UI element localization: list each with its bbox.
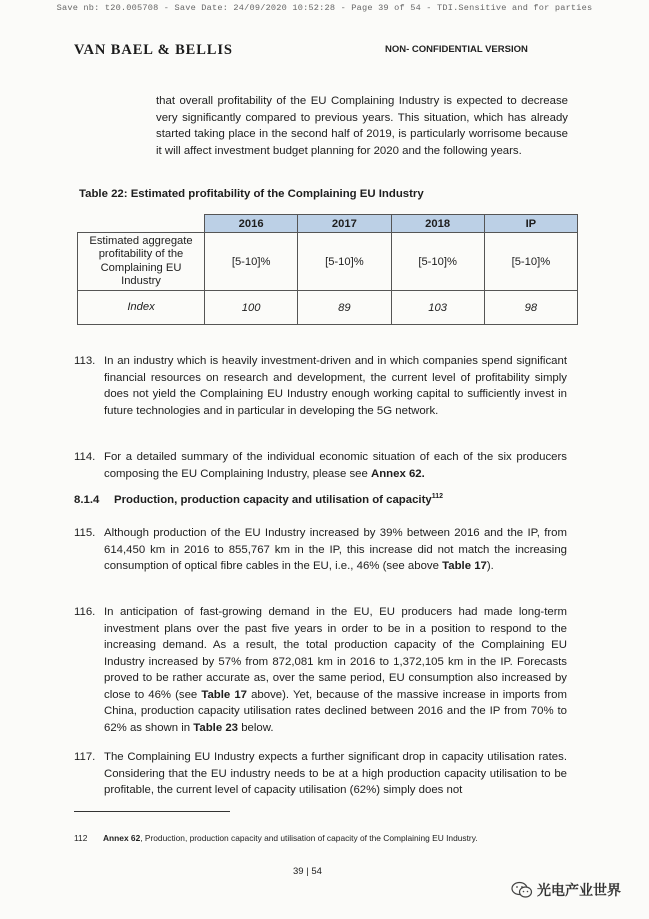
paragraph-115 [74, 525, 567, 575]
footnote-divider [74, 811, 230, 812]
column-header: IP [484, 215, 577, 233]
intro-paragraph: that overall profitability of the EU Complaining Industry is expected to decrease very significantly compared to previous years. This situation, which has already started taking place in the second half of 2019, is particularly worrisome because it will affect investment budget planning for 2020 and the following years. [156, 95, 568, 157]
paragraph-117 [74, 749, 567, 799]
table-cell: 103 [391, 291, 484, 325]
table-row [78, 291, 578, 325]
paragraph-114 [74, 449, 567, 482]
profitability-table [77, 214, 578, 325]
table-cell: [5-10]% [298, 233, 391, 291]
table-cell: 89 [298, 291, 391, 325]
table-reference: Table 17 [201, 688, 248, 701]
paragraph-113 [74, 353, 567, 419]
paragraph-number: 115. [74, 527, 96, 539]
paragraph-text: In anticipation of fast-growing demand in the EU, EU producers had made long-term investment plans over the past five years in order to be in a position to respond to the increasing demand. As a result, the total production capacity of the Complaining EU Industry increased by 57% from 872,081 km in 2016 to 1,372,105 km in the IP. Forecasts proved to be rather accurate as, over the same period, EU consumption also increased by close to 46% (see Table 17 above). Yet, because of the massive increase in imports from China, production capacity utilisation rates declined between 2016 and the IP from 70% to 62% as shown in Table 23 below. [104, 606, 567, 734]
table-cell: [5-10]% [391, 233, 484, 291]
row-label: Estimated aggregate profitability of the Complaining EU Industry [78, 233, 205, 291]
save-watermark: Save nb: t20.005708 - Save Date: 24/09/2020 10:52:28 - Page 39 of 54 - TDI.Sensitive and for parties [56, 3, 593, 13]
paragraph-number: 113. [74, 355, 96, 367]
page-number: 39 | 54 [293, 866, 322, 877]
footnote-ref: 112 [431, 493, 444, 500]
footnote-text: , Production, production capacity and utilisation of capacity of the Complaining EU Industry. [140, 833, 478, 843]
paragraph-text: The Complaining EU Industry expects a further significant drop in capacity utilisation rates. Considering that the EU industry needs to be at a high production capacity utilisation to be profitable, the current level of capacity utilisation (62%) simply does not [104, 751, 567, 796]
table-cell: [5-10]% [484, 233, 577, 291]
brand-label: 光电产业世界 [537, 882, 621, 898]
annex-reference: Annex 62. [370, 467, 425, 480]
section-number: 8.1.4 [74, 493, 100, 506]
footnote [74, 833, 478, 843]
table-title: Table 22: Estimated profitability of the Complaining EU Industry [79, 188, 424, 200]
table-cell: 100 [205, 291, 298, 325]
paragraph-number: 114. [74, 451, 96, 463]
section-title: Production, production capacity and utilisation of capacity [114, 493, 432, 506]
paragraph-number: 117. [74, 751, 96, 763]
table-corner-cell [78, 215, 205, 233]
table-cell: 98 [484, 291, 577, 325]
column-header: 2017 [298, 215, 391, 233]
table-row [78, 233, 578, 291]
table-cell: [5-10]% [205, 233, 298, 291]
paragraph-number: 116. [74, 606, 96, 618]
table-header-row [78, 215, 578, 233]
wechat-icon [511, 881, 533, 899]
paragraph-116 [74, 604, 567, 736]
row-label: Index [78, 291, 205, 325]
paragraph-text: For a detailed summary of the individual economic situation of each of the six producers composing the EU Complaining Industry, please see Annex 62. [104, 451, 567, 480]
column-header: 2018 [391, 215, 484, 233]
table-reference: Table 17 [442, 560, 487, 572]
column-header: 2016 [205, 215, 298, 233]
section-heading [74, 493, 443, 506]
paragraph-text: In an industry which is heavily investment-driven and in which companies spend significant financial resources on research and development, the current level of profitability simply does not yield the Complaining EU Industry enough working capital to sufficiently invest in future technologies and in particular in developing the 5G network. [104, 355, 567, 417]
footnote-annex: Annex 62 [103, 833, 141, 843]
firm-name: VAN BAEL & BELLIS [74, 42, 233, 58]
confidentiality-label: NON- CONFIDENTIAL VERSION [385, 44, 528, 55]
brand-watermark [511, 880, 621, 900]
paragraph-text: Although production of the EU Industry increased by 39% between 2016 and the IP, from 614,450 km in 2016 to 855,767 km in the IP, this increase did not match the increasing consumption of optical fibre cables in the EU, i.e., 46% (see above Table 17). [104, 527, 567, 572]
footnote-number: 112 [74, 833, 88, 843]
table-reference: Table 23 [193, 721, 239, 734]
